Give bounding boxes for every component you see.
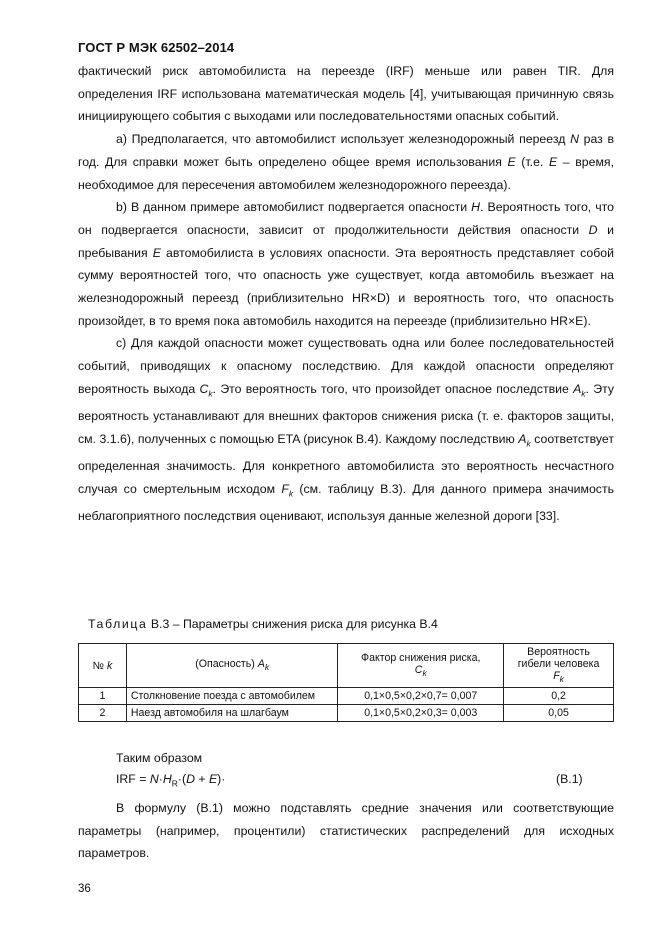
cell-number: 1 (79, 688, 127, 705)
cell-factor: 0,1×0,5×0,2×0,7= 0,007 (338, 688, 504, 705)
table-header-row (79, 644, 614, 688)
cell-factor: 0,1×0,5×0,2×0,3= 0,003 (338, 705, 504, 722)
paragraph-final: В формулу (B.1) можно подставлять средние значения или соответствующие параметры (например, процентили) статистических распределений для исходных параметров. (78, 801, 614, 861)
table-caption (88, 617, 438, 631)
page-number: 36 (78, 883, 91, 895)
thus-line: Таким образом (116, 751, 203, 765)
table-row (79, 688, 614, 705)
cell-hazard: Столкновение поезда с автомобилем (126, 688, 338, 705)
paragraph-intro: фактический риск автомобилиста на переезде (IRF) меньше или равен TIR. Для определения IRF использована математическая модель [4], учитывающая причинную связь инициирующего события с выходами или последовательностями опасных событий. (78, 64, 614, 124)
body-text (78, 60, 614, 527)
paragraph-a: а) Предполагается, что автомобилист использует железнодорожный переезд N раз в год. Для справки может быть определено общее время использования E (т.е. E – время, необходимое для пересечения автомобилем железнодорожного переезда). (78, 132, 615, 192)
cell-probability: 0,05 (504, 705, 614, 722)
table-caption-text: B.3 – Параметры снижения риска для рисунка B.4 (150, 617, 438, 631)
table-caption-label: Таблица (88, 617, 148, 631)
formula-number: (B.1) (556, 772, 583, 786)
cell-hazard: Наезд автомобиля на шлагбаум (126, 705, 338, 722)
risk-reduction-table (78, 643, 614, 722)
header-hazard: (Опасность) $A_k$ (126, 644, 338, 688)
header-number: № k (79, 644, 127, 688)
paragraph-b: b) В данном примере автомобилист подвергается опасности H. Вероятность того, что он подвергается опасности, зависит от продолжительности действия опасности D и пребывания E автомобилиста в условиях опасности. Эта вероятность представляет собой сумму вероятностей того, что опасность уже существует, когда автомобиль въезжает на железнодорожный переезд (приблизительно HR×D) и вероятность того, что опасность произойдет, в то время пока автомобиль находится на переезде (приблизительно HR×E). (78, 200, 614, 328)
formula: IRF = $N\cdot H_R\cdot(D + E)\cdot$ (116, 772, 226, 789)
header-probability: Вероятность гибели человека $F_k$ (504, 644, 614, 688)
table-row (79, 705, 614, 722)
paragraph-c: c) Для каждой опасности может существовать одна или более последовательностей событий, приводящих к опасному последствию. Для каждой опасности определяют вероятность выхода $C_k$. Это вероятность того, что произойдет опасное последствие $A_k$. Эту вероятность устанавливают для внешних факторов снижения риска (т. е. факторов защиты, см. 3.1.6), полученных с помощью ETA (рисунок B.4). Каждому последствию $A_k$ соответствует определенная значимость. Для конкретного автомобилиста это вероятность несчастного случая со смертельным исходом $F_k$ (см. таблицу B.3). Для данного примера значимость неблагоприятного последствия оценивают, используя данные железной дороги [33]. (78, 336, 614, 523)
cell-number: 2 (79, 705, 127, 722)
document-header: ГОСТ Р МЭК 62502–2014 (78, 40, 235, 55)
header-factor: Фактор снижения риска, $C_k$ (338, 644, 504, 688)
cell-probability: 0,2 (504, 688, 614, 705)
